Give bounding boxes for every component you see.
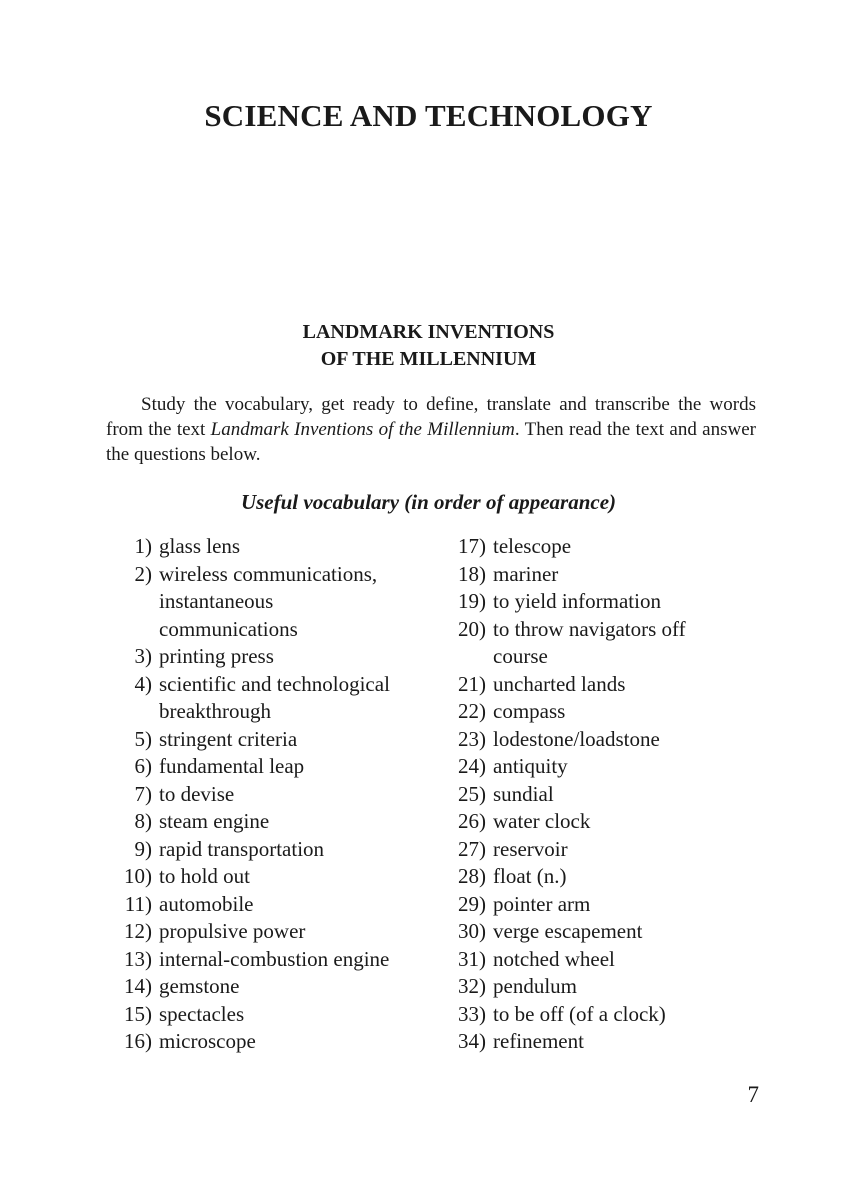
vocabulary-item-text: gemstone xyxy=(159,974,240,998)
vocabulary-item-text: to throw navigators off course xyxy=(493,616,686,668)
vocabulary-item-number: 32) xyxy=(458,974,486,998)
vocabulary-list-left xyxy=(106,533,426,1056)
vocabulary-item xyxy=(106,753,426,781)
vocabulary-item-number: 26) xyxy=(458,809,486,833)
vocabulary-item-number: 25) xyxy=(458,781,486,806)
vocabulary-item xyxy=(440,808,760,836)
vocabulary-item-number: 19) xyxy=(458,589,486,613)
vocabulary-item xyxy=(106,533,426,561)
vocabulary-item-number: 22) xyxy=(458,699,486,723)
vocabulary-item-number: 24) xyxy=(458,754,486,778)
vocabulary-item-number: 29) xyxy=(458,891,486,916)
vocabulary-heading: Useful vocabulary (in order of appearance) xyxy=(240,490,617,514)
vocabulary-item xyxy=(106,808,426,836)
vocabulary-item xyxy=(106,973,426,1001)
vocabulary-item xyxy=(440,973,760,1001)
vocabulary-item xyxy=(440,836,760,864)
vocabulary-item xyxy=(440,781,760,809)
vocabulary-item-text: water clock xyxy=(493,809,591,833)
vocabulary-item-text: glass lens xyxy=(159,534,241,558)
vocabulary-item-number: 28) xyxy=(458,864,486,888)
vocabulary-item-text: refinement xyxy=(493,1029,584,1053)
vocabulary-item xyxy=(106,836,426,864)
vocabulary-item-text: wireless communications, instantaneous communications xyxy=(159,561,378,641)
vocabulary-item-number: 5) xyxy=(134,726,152,751)
vocabulary-item-number: 23) xyxy=(458,726,486,751)
vocabulary-item-number: 9) xyxy=(134,836,152,861)
vocabulary-item xyxy=(440,588,760,616)
section-title-line-2: OF THE MILLENNIUM xyxy=(320,348,537,370)
vocabulary-item-number: 14) xyxy=(124,974,152,998)
vocabulary-item xyxy=(440,863,760,891)
vocabulary-item-number: 1) xyxy=(134,534,152,558)
chapter-title: SCIENCE AND TECHNOLOGY xyxy=(204,98,653,133)
vocabulary-item xyxy=(106,863,426,891)
vocabulary-item-number: 31) xyxy=(458,946,486,971)
vocabulary-item-text: lodestone/loadstone xyxy=(493,726,660,751)
vocabulary-item-text: rapid transportation xyxy=(159,836,325,861)
vocabulary-item-number: 10) xyxy=(124,864,152,888)
vocabulary-item xyxy=(440,891,760,919)
vocabulary-item-number: 34) xyxy=(458,1029,486,1053)
vocabulary-item-text: telescope xyxy=(493,534,572,558)
vocabulary-list-right xyxy=(440,533,760,1056)
vocabulary-item-number: 21) xyxy=(458,671,486,696)
vocabulary-item-number: 16) xyxy=(124,1029,152,1053)
vocabulary-item xyxy=(106,1028,426,1056)
vocabulary-item-number: 33) xyxy=(458,1001,486,1026)
vocabulary-item-text: to be off (of a clock) xyxy=(493,1001,666,1026)
vocabulary-item-text: float (n.) xyxy=(493,864,567,888)
vocabulary-item xyxy=(106,671,426,726)
intro-text-title: Landmark Inventions of the Millennium xyxy=(210,419,515,440)
vocabulary-item xyxy=(440,753,760,781)
vocabulary-item-text: automobile xyxy=(159,891,254,916)
vocabulary-item-number: 17) xyxy=(458,534,486,558)
vocabulary-item-number: 20) xyxy=(458,616,486,641)
vocabulary-item-number: 8) xyxy=(134,809,152,833)
intro-text-part-1: Study the vocabulary, get ready to define, translate and transcribe the words from the text xyxy=(106,394,756,440)
vocabulary-item-text: microscope xyxy=(159,1029,256,1053)
vocabulary-item-text: pointer arm xyxy=(493,891,591,916)
vocabulary-item xyxy=(440,671,760,699)
vocabulary-item-text: internal-combustion engine xyxy=(159,946,390,971)
vocabulary-item-text: propulsive power xyxy=(159,919,306,943)
vocabulary-item-number: 6) xyxy=(134,754,152,778)
vocabulary-item-number: 12) xyxy=(124,919,152,943)
vocabulary-item-number: 3) xyxy=(134,644,152,668)
vocabulary-item-number: 15) xyxy=(124,1001,152,1026)
vocabulary-item-text: verge escapement xyxy=(493,919,643,943)
vocabulary-item-text: fundamental leap xyxy=(159,754,305,778)
vocabulary-item-text: uncharted lands xyxy=(493,671,626,696)
vocabulary-item xyxy=(106,643,426,671)
vocabulary-item xyxy=(106,726,426,754)
vocabulary-item xyxy=(440,698,760,726)
vocabulary-item-text: reservoir xyxy=(493,836,568,861)
vocabulary-item xyxy=(440,1028,760,1056)
vocabulary-item xyxy=(106,918,426,946)
vocabulary-item-text: to yield information xyxy=(493,589,661,613)
vocabulary-item-number: 27) xyxy=(458,836,486,861)
vocabulary-item-text: to devise xyxy=(159,781,235,806)
vocabulary-item xyxy=(106,891,426,919)
vocabulary-item-text: pendulum xyxy=(493,974,577,998)
vocabulary-item xyxy=(440,946,760,974)
vocabulary-item-number: 30) xyxy=(458,919,486,943)
section-title xyxy=(0,319,857,373)
vocabulary-item-number: 13) xyxy=(124,946,152,971)
vocabulary-item-text: notched wheel xyxy=(493,946,615,971)
intro-text-part-2: . Then read the text and answer the questions below. xyxy=(106,419,756,465)
vocabulary-item-text: to hold out xyxy=(159,864,251,888)
vocabulary-item-text: spectacles xyxy=(159,1001,245,1026)
vocabulary-item-text: printing press xyxy=(159,644,274,668)
vocabulary-item-number: 18) xyxy=(458,561,486,586)
vocabulary-item-text: stringent criteria xyxy=(159,726,298,751)
vocabulary-item xyxy=(106,561,426,644)
vocabulary-item-number: 7) xyxy=(134,781,152,806)
vocabulary-item-text: steam engine xyxy=(159,809,270,833)
vocabulary-item-text: mariner xyxy=(493,561,559,586)
vocabulary-item-text: antiquity xyxy=(493,754,568,778)
intro-paragraph xyxy=(106,392,756,467)
page-number: 7 xyxy=(747,1082,759,1107)
vocabulary-item xyxy=(440,726,760,754)
vocabulary-item xyxy=(440,1001,760,1029)
vocabulary-item xyxy=(440,533,760,561)
section-title-line-1: LANDMARK INVENTIONS xyxy=(302,321,555,343)
vocabulary-item xyxy=(106,781,426,809)
vocabulary-item-text: scientific and technological breakthrough xyxy=(159,671,390,723)
vocabulary-item xyxy=(106,946,426,974)
vocabulary-item-text: sundial xyxy=(493,781,554,806)
vocabulary-item-number: 2) xyxy=(134,561,152,586)
vocabulary-item xyxy=(440,918,760,946)
vocabulary-item-text: compass xyxy=(493,699,566,723)
vocabulary-item xyxy=(106,1001,426,1029)
vocabulary-item xyxy=(440,561,760,589)
vocabulary-item xyxy=(440,616,760,671)
vocabulary-item-number: 4) xyxy=(134,671,152,696)
vocabulary-item-number: 11) xyxy=(124,891,152,916)
